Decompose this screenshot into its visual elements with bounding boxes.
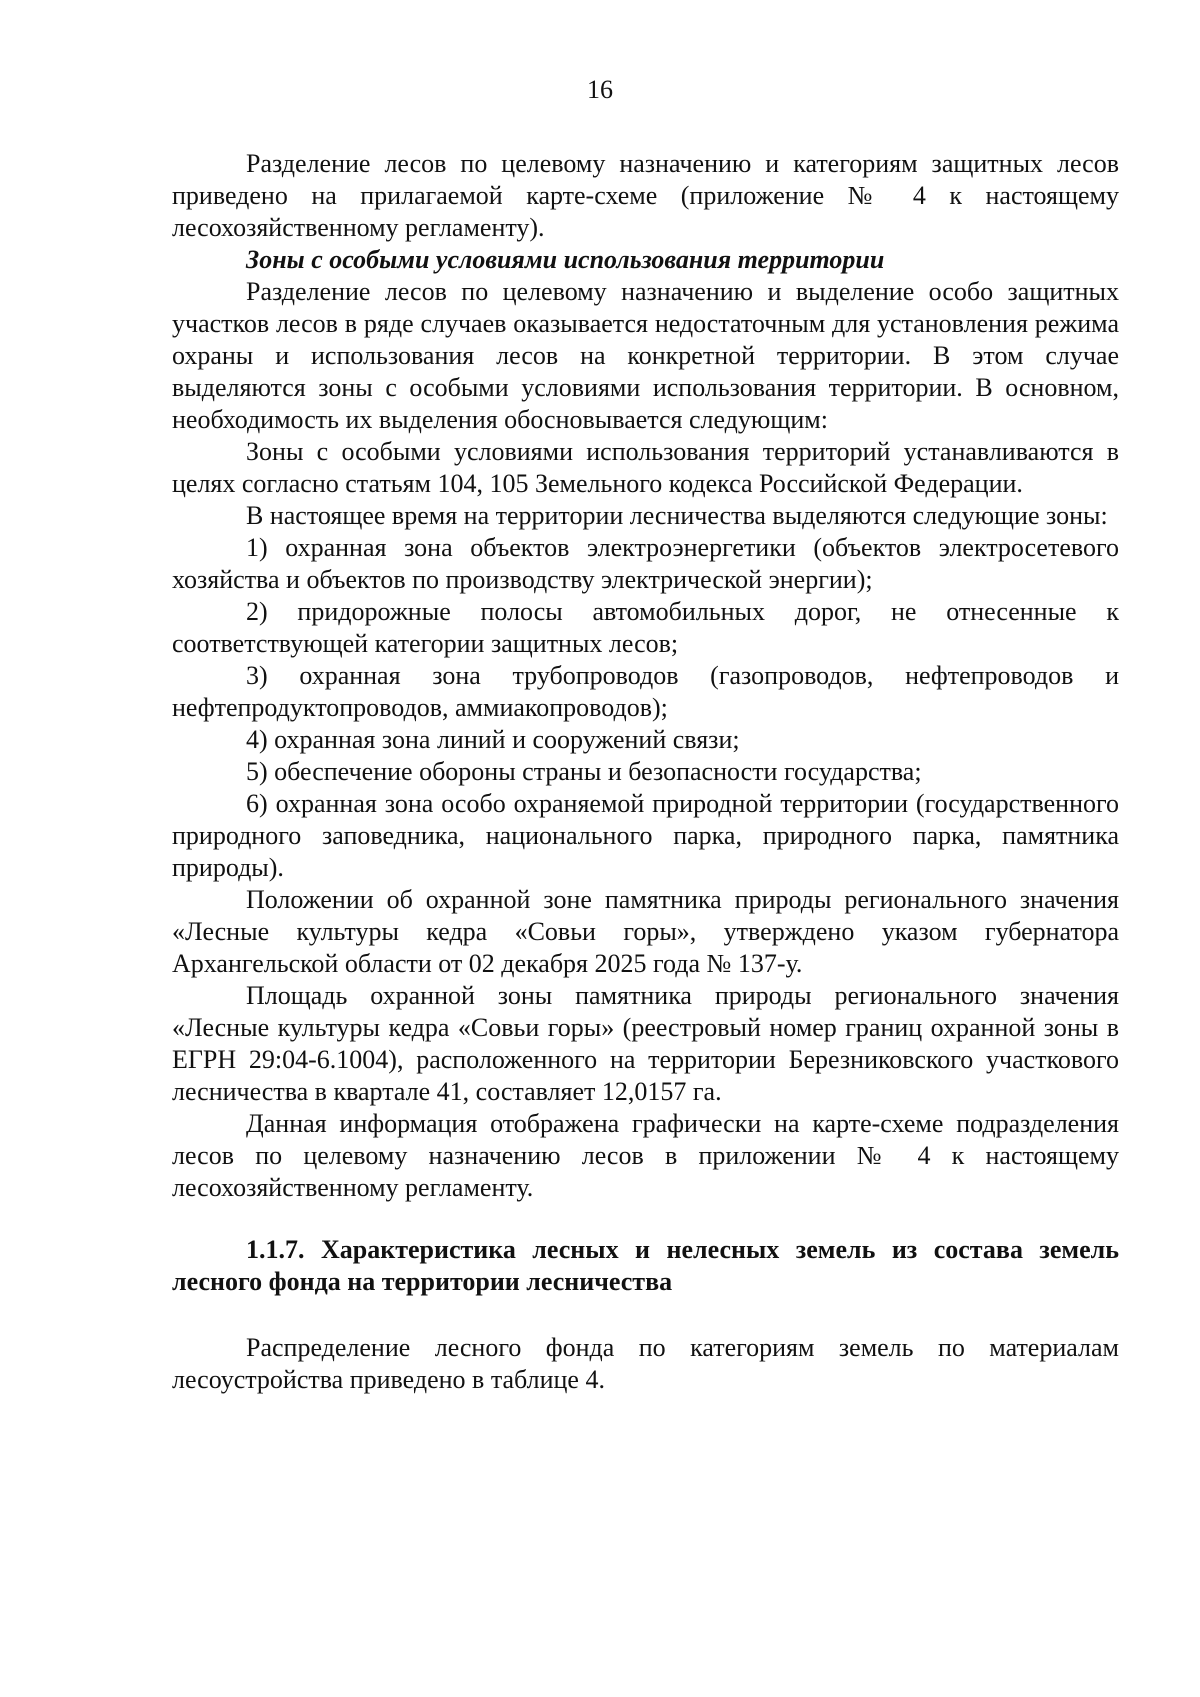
subheading-special-zones: Зоны с особыми условиями использования территории xyxy=(246,245,885,274)
page-number: 16 xyxy=(587,75,613,104)
paragraph-insufficient-division: Разделение лесов по целевому назначению и выделение особо защитных участков лесов в ряде случаев оказывается недостаточным для установления режима охраны и использования лесов на конкретной территории. В этом случае выделяются зоны с особыми условиями использования территории. В основном, необходимость их выделения обосновывается следующим: xyxy=(172,277,1119,434)
paragraph-current-zones: В настоящее время на территории лесничества выделяются следующие зоны: xyxy=(246,501,1108,530)
spacer xyxy=(172,1204,1119,1234)
paragraph-distribution: Распределение лесного фонда по категориям земель по материалам лесоустройства приведено в таблице 4. xyxy=(172,1333,1119,1394)
spacer xyxy=(172,1298,1119,1332)
list-item-1: 1) охранная зона объектов электроэнергетики (объектов электросетевого хозяйства и объектов по производству электрической энергии); xyxy=(172,533,1119,594)
list-item-3: 3) охранная зона трубопроводов (газопроводов, нефтепроводов и нефтепродуктопроводов, аммиакопроводов); xyxy=(172,661,1119,722)
paragraph-map-reference: Данная информация отображена графически на карте-схеме подразделения лесов по целевому назначению лесов в приложении № 4 к настоящему лесохозяйственному регламенту. xyxy=(172,1109,1119,1202)
page-content xyxy=(172,148,1119,1396)
paragraph-protected-area: Площадь охранной зоны памятника природы регионального значения «Лесные культуры кедра «Совьи горы» (реестровый номер границ охранной зоны в ЕГРН 29:04-6.1004), расположенного на территории Березниковского участкового лесничества в квартале 41, составляет 12,0157 га. xyxy=(172,981,1119,1106)
section-heading: 1.1.7. Характеристика лесных и нелесных земель из состава земель лесного фонда на территории лесничества xyxy=(172,1235,1119,1296)
list-item-5: 5) обеспечение обороны страны и безопасности государства; xyxy=(246,757,922,786)
list-item-4: 4) охранная зона линий и сооружений связи; xyxy=(246,725,740,754)
list-item-6: 6) охранная зона особо охраняемой природной территории (государственного природного заповедника, национального парка, природного парка, памятника природы). xyxy=(172,789,1119,882)
paragraph-regulation: Положении об охранной зоне памятника природы регионального значения «Лесные культуры кедра «Совьи горы», утверждено указом губернатора Архангельской области от 02 декабря 2025 года № 137-у. xyxy=(172,885,1119,978)
paragraph-forest-division-map: Разделение лесов по целевому назначению и категориям защитных лесов приведено на прилагаемой карте-схеме (приложение № 4 к настоящему лесохозяйственному регламенту). xyxy=(172,149,1119,242)
paragraph-zones-established: Зоны с особыми условиями использования территорий устанавливаются в целях согласно статьям 104, 105 Земельного кодекса Российской Федерации. xyxy=(172,437,1119,498)
list-item-2: 2) придорожные полосы автомобильных дорог, не отнесенные к соответствующей категории защитных лесов; xyxy=(172,597,1119,658)
